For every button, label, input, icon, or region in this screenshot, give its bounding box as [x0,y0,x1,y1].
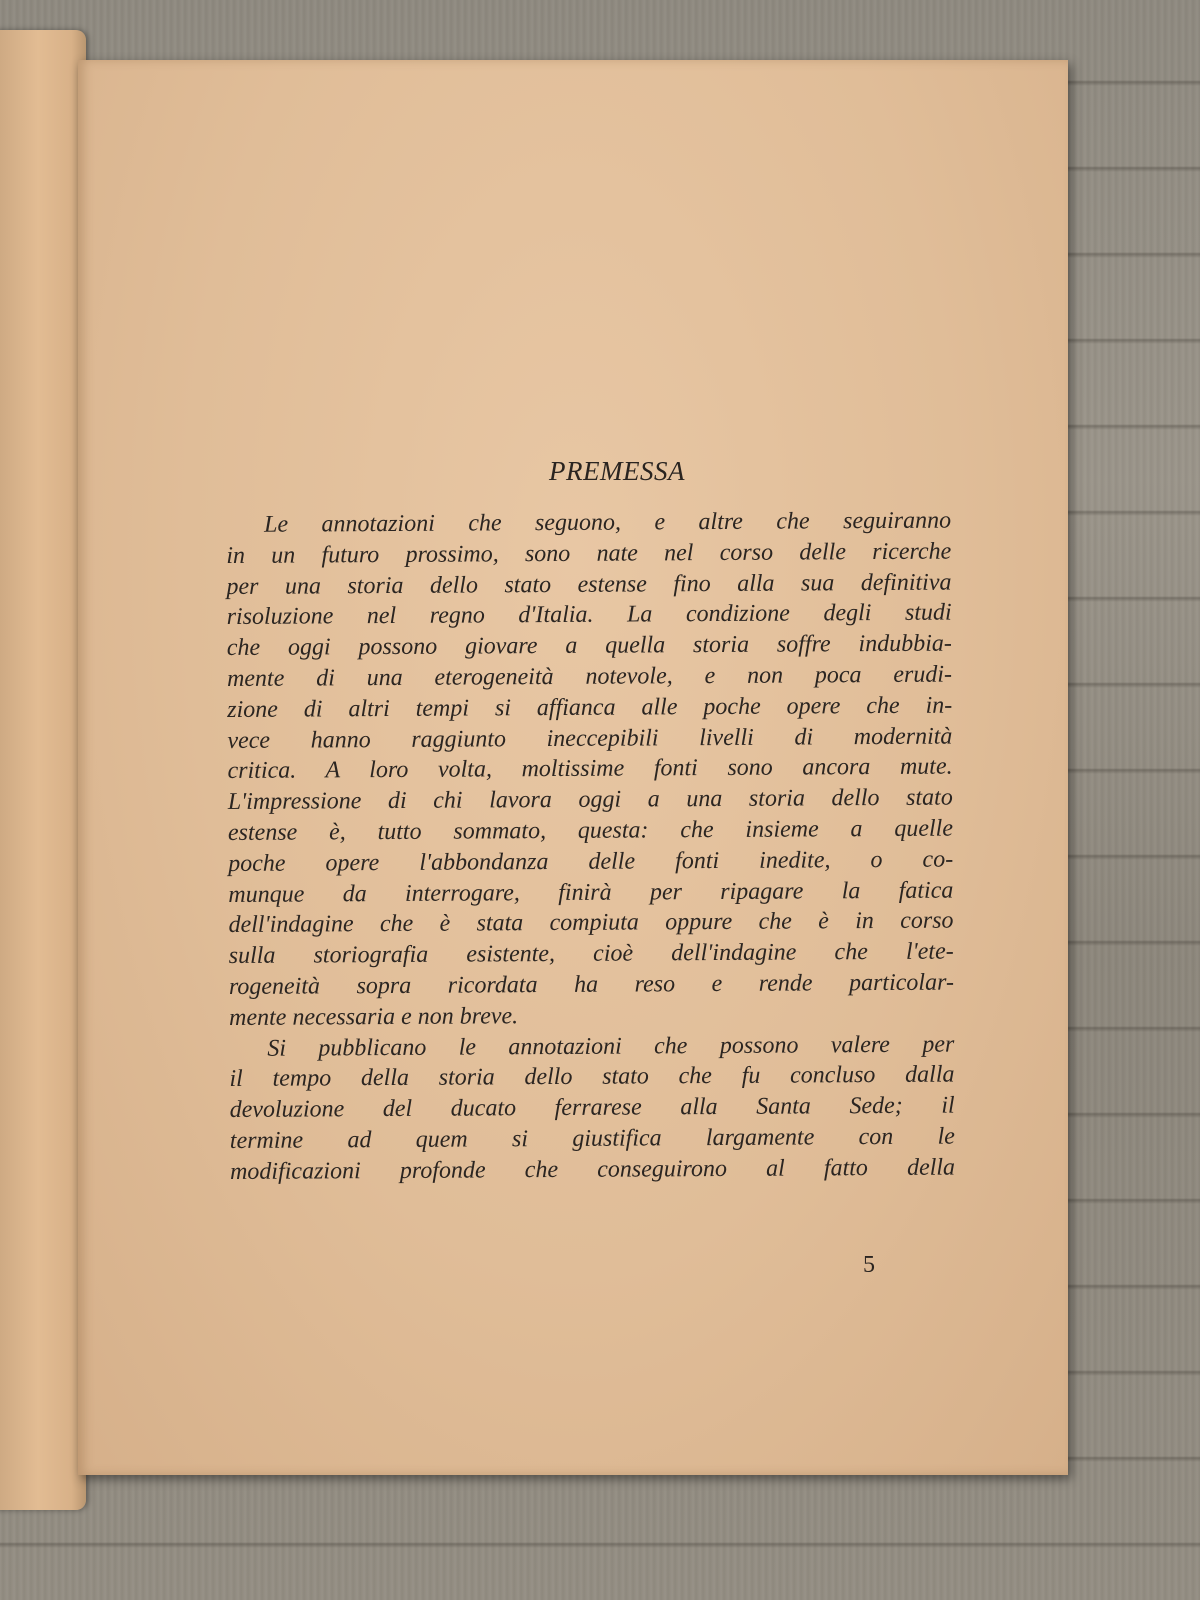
text-line: termine ad quem si giustifica largamente con le [229,1123,955,1154]
text-line: critica. A loro volta, moltissime fonti sono ancora mute. [227,753,953,785]
text-line: per una storia dello stato estense fino alla sua definitiva [226,569,952,600]
text-line: munque da interrogare, finirà per ripagare la fatica [228,877,954,908]
text-line: che oggi possono giovare a quella storia soffre indubbia- [226,630,952,662]
text-line: Le annotazioni che seguono, e altre che seguiranno [264,507,952,538]
text-line: Si pubblicano le annotazioni che possono valere per [267,1031,955,1062]
text-line: L'impressione di chi lavora oggi a una storia dello stato [227,784,953,816]
text-line: il tempo della storia dello stato che fu concluso dalla [229,1061,955,1093]
text-line: mente di una eterogeneità notevole, e non poca erudi- [226,661,953,692]
text-line: poche opere l'abbondanza delle fonti inedite, o co- [228,846,954,877]
text-line: in un futuro prossimo, sono nate nel corso delle ricerche [226,538,952,569]
body-text [226,506,955,1188]
text-line: mente necessaria e non breve. [229,1002,519,1031]
text-line: risoluzione nel regno d'Italia. La condizione degli studi [226,599,952,631]
page-title: PREMESSA [549,456,685,486]
facing-page-edge [0,30,86,1510]
paragraph-1 [226,506,954,1034]
page-number: 5 [863,1252,875,1278]
text-line: dell'indagine che è stata compiuta oppure che è in corso [228,907,954,939]
text-line: devoluzione del ducato ferrarese alla Santa Sede; il [229,1092,955,1124]
text-line: modificazioni profonde che conseguirono al fatto della [229,1154,956,1185]
text-line: vece hanno raggiunto ineccepibili livelli di modernità [227,723,953,754]
text-line: zione di altri tempi si affianca alle poche opere che in- [227,692,953,723]
text-line: rogeneità sopra ricordata ha reso e rende particolar- [228,969,954,1000]
paragraph-2 [229,1029,955,1187]
text-line: sulla storiografia esistente, cioè dell'indagine che l'ete- [228,938,954,970]
book-page [78,60,1068,1475]
text-line: estense è, tutto sommato, questa: che insieme a quelle [227,815,954,846]
